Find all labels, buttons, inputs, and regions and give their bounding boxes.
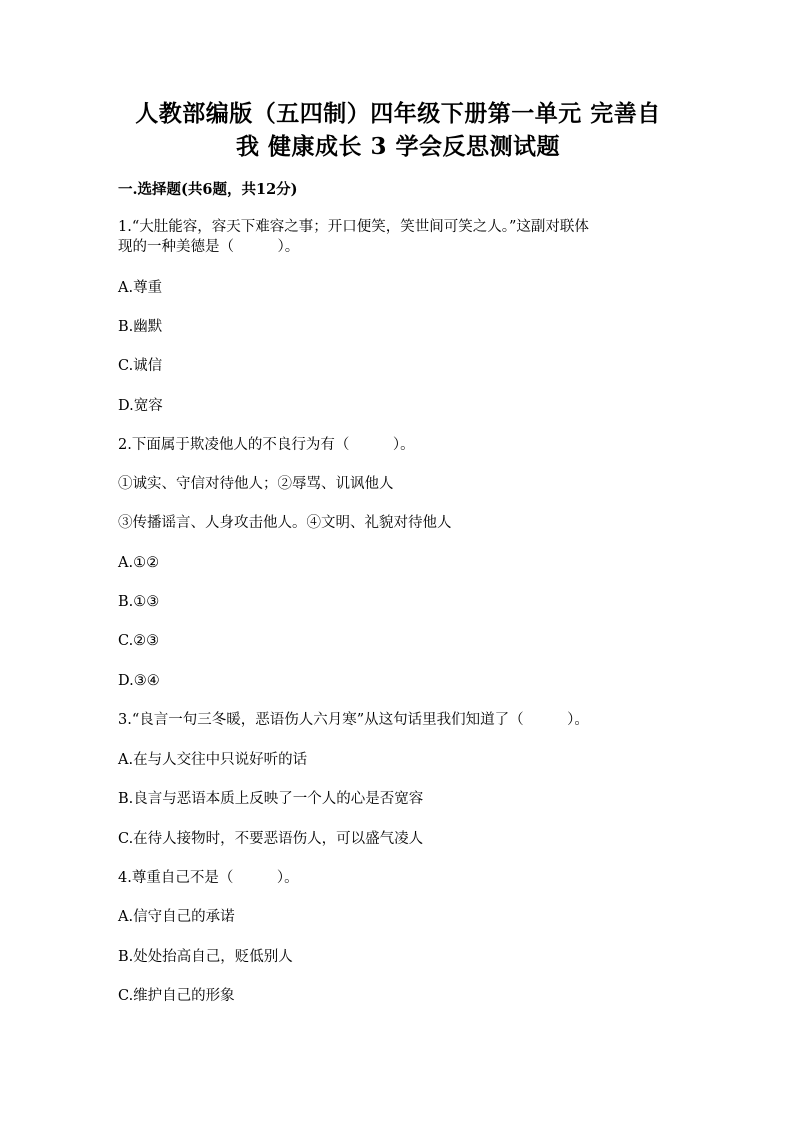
question-1-stem [118, 217, 678, 257]
question-4-option-b: B.处处抬高自己，贬低别人 [118, 949, 293, 965]
section-heading: 一.选择题(共6题，共12分) [118, 181, 298, 198]
question-3-option-c: C.在待人接物时，不要恶语伤人，可以盛气凌人 [118, 831, 424, 847]
question-2-option-a: A.①② [118, 555, 160, 571]
question-4-stem: 4.尊重自己不是（ ）。 [118, 870, 299, 886]
question-2-option-d: D.③④ [118, 673, 160, 689]
title-line-1: 人教部编版（五四制）四年级下册第一单元 完善自 [135, 100, 661, 127]
question-1-option-c: C.诚信 [118, 358, 163, 374]
question-1-option-b: B.幽默 [118, 319, 163, 335]
question-2-statement-1: ①诚实、守信对待他人；②辱骂、讥讽他人 [118, 476, 394, 492]
question-4-option-a: A.信守自己的承诺 [118, 909, 235, 925]
question-2-statement-2: ③传播谣言、人身攻击他人。④文明、礼貌对待他人 [118, 515, 452, 531]
question-2-stem: 2.下面属于欺凌他人的不良行为有（ ）。 [118, 437, 415, 453]
question-2-option-c: C.②③ [118, 633, 160, 649]
question-3-option-a: A.在与人交往中只说好听的话 [118, 752, 308, 768]
question-2-option-b: B.①③ [118, 594, 160, 610]
document-title [118, 97, 678, 163]
question-1-stem-line-1: 1.“大肚能容，容天下难容之事；开口便笑，笑世间可笑之人。”这副对联体 [118, 219, 589, 235]
question-1-stem-line-2: 现的一种美德是（ ）。 [118, 239, 300, 255]
question-3-stem: 3.“良言一句三冬暖，恶语伤人六月寒”从这句话里我们知道了（ ）。 [118, 712, 589, 728]
question-1-option-d: D.宽容 [118, 398, 163, 414]
question-3-option-b: B.良言与恶语本质上反映了一个人的心是否宽容 [118, 791, 424, 807]
question-1-option-a: A.尊重 [118, 280, 163, 296]
title-line-2: 我 健康成长 3 学会反思测试题 [235, 133, 561, 160]
question-4-option-c: C.维护自己的形象 [118, 988, 235, 1004]
